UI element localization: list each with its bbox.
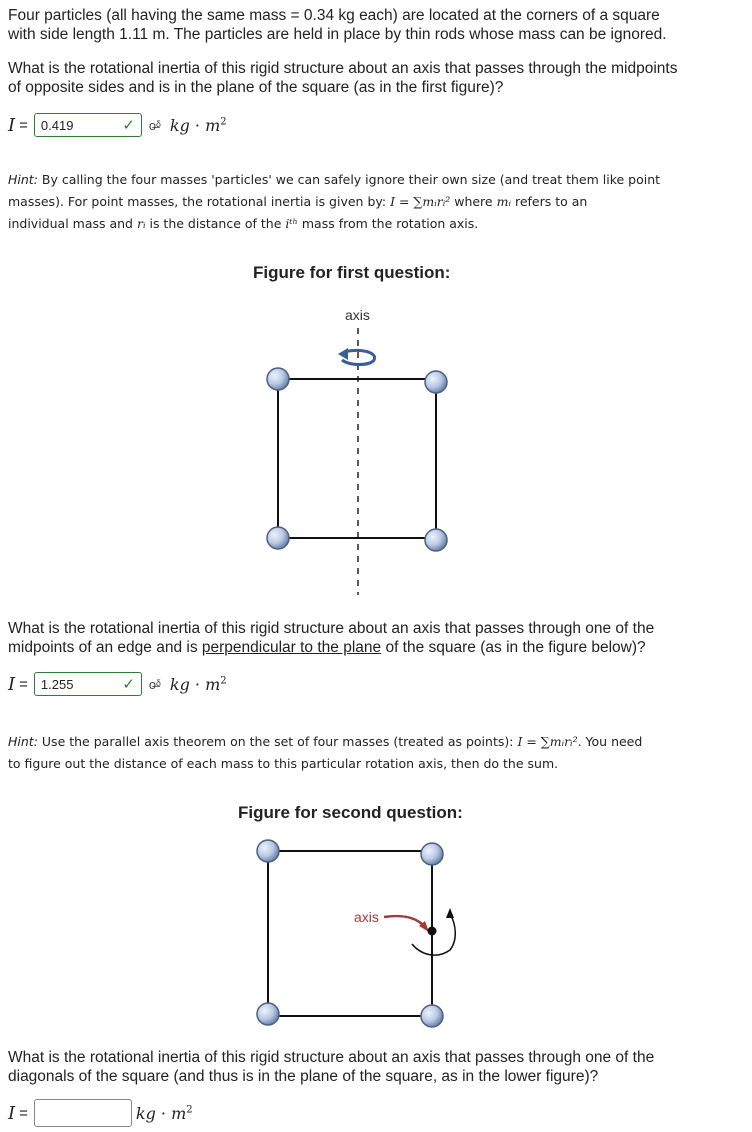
fig2-mass-top-right	[421, 843, 443, 865]
perpendicular-plane-link[interactable]: perpendicular to the plane	[201, 639, 382, 656]
hint1-ri: rᵢ	[136, 216, 146, 231]
hint2-formula: I = ∑mᵢrᵢ².	[517, 734, 582, 749]
q2-answer-value: 1.255	[40, 676, 74, 692]
figure-1	[250, 300, 470, 600]
q3-answer-row	[8, 1099, 193, 1127]
figure-2	[250, 836, 470, 1036]
q2-unit-exp: 2	[220, 675, 227, 687]
hint1-formula: I = ∑mᵢrᵢ²	[390, 194, 451, 209]
figure-2-title: Figure for second question:	[238, 803, 463, 822]
hint1-line-3c: mass from the rotation axis.	[301, 216, 479, 231]
fig1-mass-top-right	[425, 371, 447, 393]
fig1-mass-top-left	[267, 368, 289, 390]
q2-answer-row	[8, 670, 227, 698]
question-2	[8, 619, 654, 657]
q1-answer-row	[8, 111, 227, 139]
hint2-line-1a: Use the parallel axis theorem on the set of four masses (treated as points):	[41, 734, 514, 749]
q2-answer-input[interactable]	[34, 672, 142, 696]
q1-unit	[170, 116, 227, 135]
q3-unit	[136, 1104, 193, 1123]
fig1-mass-bottom-left	[267, 527, 289, 549]
axis-pointer-arrow-icon	[384, 916, 429, 932]
intro-line-1: Four particles (all having the same mass = 0.34 kg each) are located at the corners of a square	[8, 7, 660, 24]
q1-variable: I	[8, 114, 16, 136]
check-icon: ✓	[122, 676, 135, 693]
hint1-line-3a: individual mass and	[8, 216, 133, 231]
hint1-line-2a: masses). For point masses, the rotational inertia is given by:	[8, 194, 387, 209]
hint2-line-1b: You need	[585, 734, 643, 749]
fig2-mass-bottom-left	[257, 1003, 279, 1025]
fig1-mass-bottom-right	[425, 529, 447, 551]
q1-unit-exp: 2	[220, 116, 227, 128]
question-3	[8, 1048, 654, 1086]
q3-line-1: What is the rotational inertia of this rigid structure about an axis that passes through one of the	[8, 1049, 655, 1066]
q1-line-1: What is the rotational inertia of this rigid structure about an axis that passes through the midpoints	[8, 60, 678, 77]
q3-unit-exp: 2	[186, 1104, 193, 1116]
fig2-axis-label: axis	[354, 909, 379, 925]
intro-line-2: with side length 1.11 m. The particles are held in place by thin rods whose mass can be ignored.	[8, 26, 667, 43]
q3-unit-text: kg · m	[135, 1103, 187, 1123]
q1-equals: =	[19, 116, 28, 134]
key-icon[interactable]: o̶ᵟ	[148, 676, 161, 692]
hint1-line-1: By calling the four masses 'particles' we can safely ignore their own size (and treat them like point	[41, 172, 661, 187]
check-icon: ✓	[122, 117, 135, 134]
q2-equals: =	[19, 675, 28, 693]
key-icon[interactable]: o̶ᵟ	[148, 117, 161, 133]
hint1-line-3b: is the distance of the	[149, 216, 282, 231]
q3-answer-input[interactable]	[34, 1099, 132, 1127]
q3-variable: I	[8, 1102, 16, 1124]
hint-1	[8, 169, 748, 235]
q1-unit-text: kg · m	[169, 115, 221, 135]
rotation-arrow-icon	[338, 348, 375, 365]
q1-line-2: of opposite sides and is in the plane of the square (as in the first figure)?	[8, 79, 504, 96]
figure-1-title: Figure for first question:	[253, 263, 451, 282]
q3-equals: =	[19, 1104, 28, 1122]
q1-answer-value: 0.419	[40, 117, 74, 133]
q2-unit-text: kg · m	[169, 674, 221, 694]
hint1-line-2b: where	[454, 194, 493, 209]
hint2-line-2: to figure out the distance of each mass to this particular rotation axis, then do the sum.	[8, 756, 559, 771]
fig2-mass-bottom-right	[421, 1005, 443, 1027]
problem-intro	[8, 6, 667, 44]
fig2-axis-point	[428, 927, 437, 936]
hint1-line-2c: refers to an	[514, 194, 588, 209]
q1-answer-input[interactable]	[34, 113, 142, 137]
hint1-ith: iᵗʰ	[285, 216, 298, 231]
q2-line-2a: midpoints of an edge and is	[8, 639, 202, 656]
fig1-axis-label: axis	[345, 307, 370, 323]
q2-line-1: What is the rotational inertia of this rigid structure about an axis that passes through one of the	[8, 620, 655, 637]
hint-2	[8, 731, 748, 775]
question-1	[8, 59, 677, 97]
q2-line-2b: of the square (as in the figure below)?	[381, 639, 646, 656]
fig2-mass-top-left	[257, 840, 279, 862]
q3-line-2: diagonals of the square (and thus is in the plane of the square, as in the lower figure)?	[8, 1068, 599, 1085]
hint1-label: Hint:	[8, 172, 38, 187]
q2-unit	[170, 675, 227, 694]
q2-variable: I	[8, 673, 16, 695]
hint1-mi: mᵢ	[496, 194, 511, 209]
hint2-label: Hint:	[8, 734, 38, 749]
